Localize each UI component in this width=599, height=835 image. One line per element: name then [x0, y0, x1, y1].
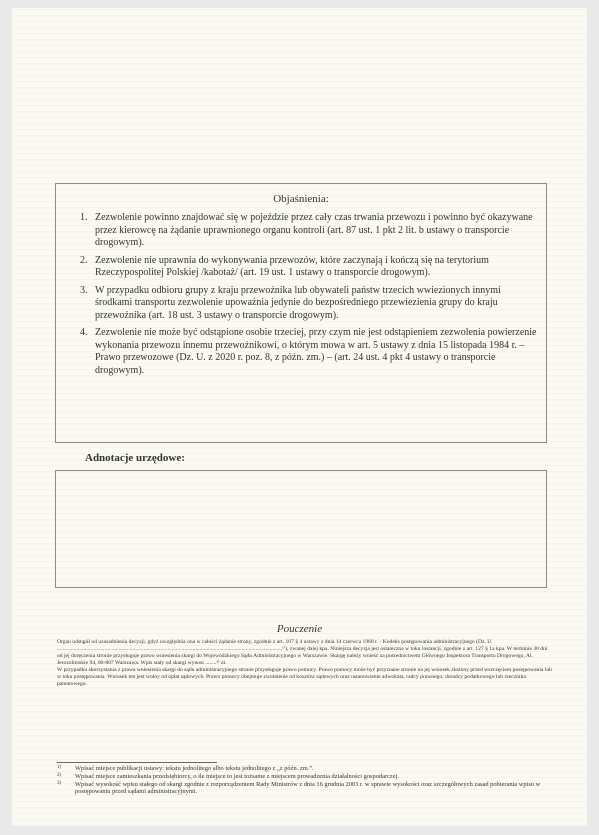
footnote: 3) Wpisać wysokość wpisu stałego od skargi zgodnie z rozporządzeniem Rady Ministrów z dnia 16 grudnia 2003 r. w sprawie wysokości oraz szczegółowych zasad pobierania wpisu w postępowaniu przed sądami administracyjnymi. [57, 780, 541, 796]
annotations-box [55, 470, 547, 588]
explanations-title: Objaśnienia: [273, 193, 329, 205]
footnote: 1) Wpisać miejsce publikacji ustawy: tekstu jednolitego albo tekstu jednolitego z „z późn. zm.”. [57, 765, 314, 772]
explanation-item: 2. Zezwolenie nie uprawnia do wykonywania przewozów, które zaczynają i kończą się na terytorium Rzeczypospolitej Polskiej /kabotaż/ (art. 19 ust. 1 ustawy o transporcie drogowym). [80, 254, 489, 278]
explanations-list [80, 212, 538, 382]
pouczenie-paragraph: Organ odstąpił od uzasadnienia decyzji, gdyż uwzględnia ona w całości żądanie strony, zgodnie z art. 107 § 4 ustawy z dnia 14 czerwca 1960 r. - Kodeks postępowania administracyjnego (Dz. U. .................................................................................................................................................................¹⁾), zwanej dalej kpa. Niniejsza decyzja jest ostateczna w toku instancji, zgodnie z art. 127 § 1a kpa. W terminie 30 dni od jej doręczenia stronie przysługuje prawo wniesienia skargi do Wojewódzkiego Sądu Administracyjnego w Warszawie. Skargę należy wnieść za pośrednictwem Głównego Inspektora Transportu Drogowego, Al. Jerozolimskie 94, 00-807 Warszawa. Wpis stały od skargi wynosi ........³⁾ zł. [57, 639, 548, 666]
annotations-title: Adnotacje urzędowe: [85, 452, 185, 464]
explanation-item: 3. W przypadku odbioru grupy z kraju przewoźnika lub obywateli państw trzecich wwiezionych innymi środkami transportu zezwolenie upoważnia jedynie do bezpośredniego przewiezienia grupy do kraju przewoźnika (art. 18 ust. 3 ustawy o transporcie drogowym). [80, 284, 501, 321]
pouczenie-paragraph: W przypadku skorzystania z prawa wniesienia skargi do sądu administracyjnego stronie przysługuje prawo pomocy. Prawo pomocy może być przyznane stronie na jej wniosek złożony przed wszczęciem postępowania lub w toku postępowania. Wniosek ten jest wolny od opłat sądowych. Prawo pomocy obejmuje zwolnienie od kosztów sądowych oraz ustanowienie adwokata, radcy prawnego, doradcy podatkowego lub rzecznika patentowego. [57, 667, 552, 687]
explanation-item: 1. Zezwolenie powinno znajdować się w pojeździe przez cały czas trwania przewozu i powinno być okazywane przez kierowcę na żądanie uprawnionego organu kontroli (art. 87 ust. 1 pkt 2 lit. b ustawy o transporcie drogowym). [80, 212, 533, 248]
explanation-item: 4. Zezwolenie nie może być odstąpione osobie trzeciej, przy czym nie jest odstąpieniem zezwolenia powierzenie wykonania przewozu innemu przewoźnikowi, o którym mowa w art. 5 ustawy z dnia 15 listopada 1984 r. – Prawo przewozowe (Dz. U. z 2020 r. poz. 8, z późn. zm.) – (art. 24 ust. 4 pkt 4 ustawy o transporcie drogowym). [80, 327, 537, 376]
pouczenie-title: Pouczenie [276, 623, 323, 635]
footnote: 2) Wpisać miejsce zamieszkania przedsiębiorcy, o ile miejsce to jest tożsame z miejscem prowadzenia działalności gospodarczej. [57, 772, 399, 780]
footnotes [57, 765, 552, 796]
footnote-divider [57, 762, 217, 763]
pouczenie-text [57, 639, 552, 688]
document-page [12, 8, 587, 826]
explanations-box [55, 183, 547, 443]
